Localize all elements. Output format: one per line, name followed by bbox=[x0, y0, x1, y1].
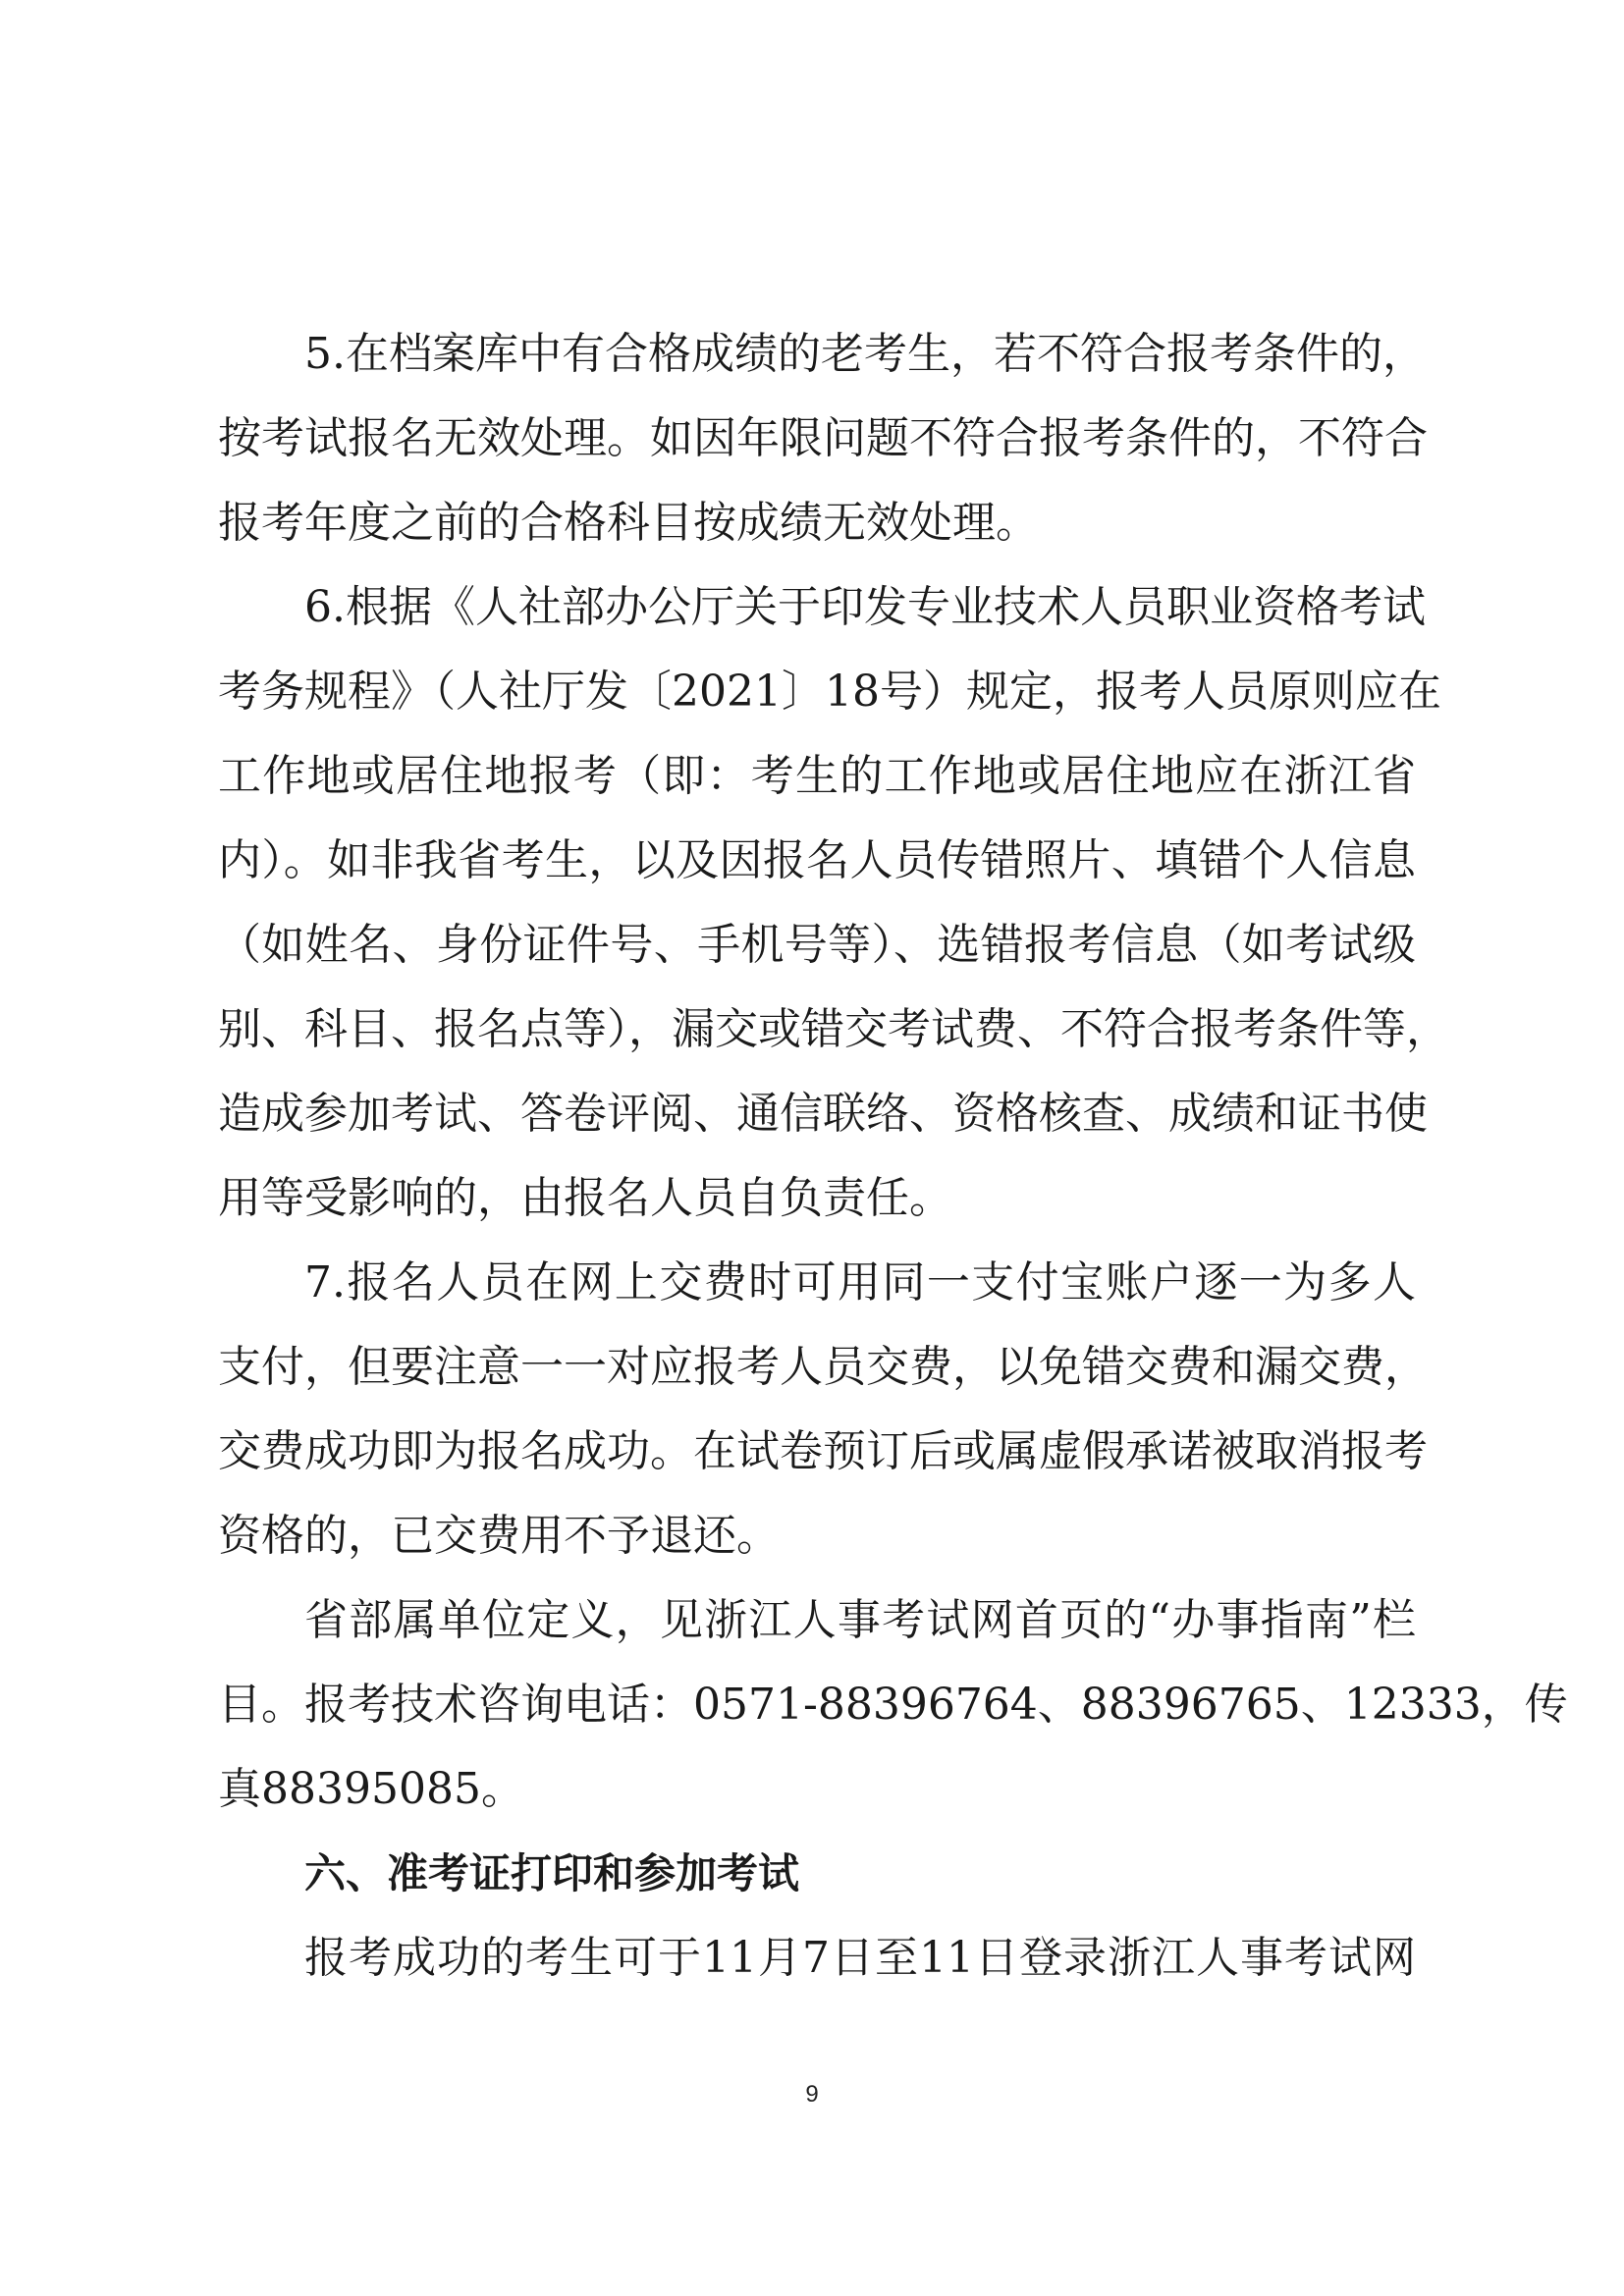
paragraph-6-line-8: 用等受影响的，由报名人员自负责任。 bbox=[218, 1173, 952, 1223]
paragraph-5-line-3: 报考年度之前的合格科目按成绩无效处理。 bbox=[218, 498, 1039, 548]
paragraph-8-line-2: 目。报考技术咨询电话：0571-88396764、88396765、12333，传 bbox=[218, 1680, 1568, 1730]
paragraph-8-line-1: 省部属单位定义，见浙江人事考试网首页的“办事指南”栏 bbox=[304, 1595, 1416, 1645]
section-heading: 六、准考证打印和参加考试 bbox=[304, 1849, 800, 1897]
document-body bbox=[218, 312, 1568, 2001]
paragraph-6-line-3: 工作地或居住地报考（即：考生的工作地或居住地应在浙江省 bbox=[218, 751, 1416, 801]
section-paragraph-line-1: 报考成功的考生可于11月7日至11日登录浙江人事考试网 bbox=[304, 1933, 1416, 1983]
paragraph-6-line-4: 内）。如非我省考生，以及因报名人员传错照片、填错个人信息 bbox=[218, 835, 1416, 885]
paragraph-6-line-2: 考务规程》（人社厅发〔2021〕18号）规定，报考人员原则应在 bbox=[218, 667, 1441, 717]
paragraph-5-line-2: 按考试报名无效处理。如因年限问题不符合报考条件的，不符合 bbox=[218, 413, 1428, 463]
paragraph-7-line-2: 支付，但要注意一一对应报考人员交费，以免错交费和漏交费， bbox=[218, 1342, 1428, 1392]
paragraph-6-line-1: 6.根据《人社部办公厅关于印发专业技术人员职业资格考试 bbox=[304, 582, 1426, 632]
paragraph-7-line-4: 资格的，已交费用不予退还。 bbox=[218, 1511, 780, 1561]
page-number: 9 bbox=[805, 2081, 819, 2108]
paragraph-5-line-1: 5.在档案库中有合格成绩的老考生，若不符合报考条件的， bbox=[304, 329, 1426, 379]
paragraph-6-line-7: 造成参加考试、答卷评阅、通信联络、资格核查、成绩和证书使 bbox=[218, 1089, 1428, 1139]
paragraph-6-line-5: （如姓名、身份证件号、手机号等）、选错报考信息（如考试级 bbox=[218, 920, 1416, 970]
paragraph-8-line-3: 真88395085。 bbox=[218, 1764, 524, 1814]
paragraph-6-line-6: 别、科目、报名点等），漏交或错交考试费、不符合报考条件等， bbox=[218, 1004, 1449, 1054]
paragraph-7-line-1: 7.报名人员在网上交费时可用同一支付宝账户逐一为多人 bbox=[304, 1257, 1416, 1308]
paragraph-7-line-3: 交费成功即为报名成功。在试卷预订后或属虚假承诺被取消报考 bbox=[218, 1426, 1428, 1476]
